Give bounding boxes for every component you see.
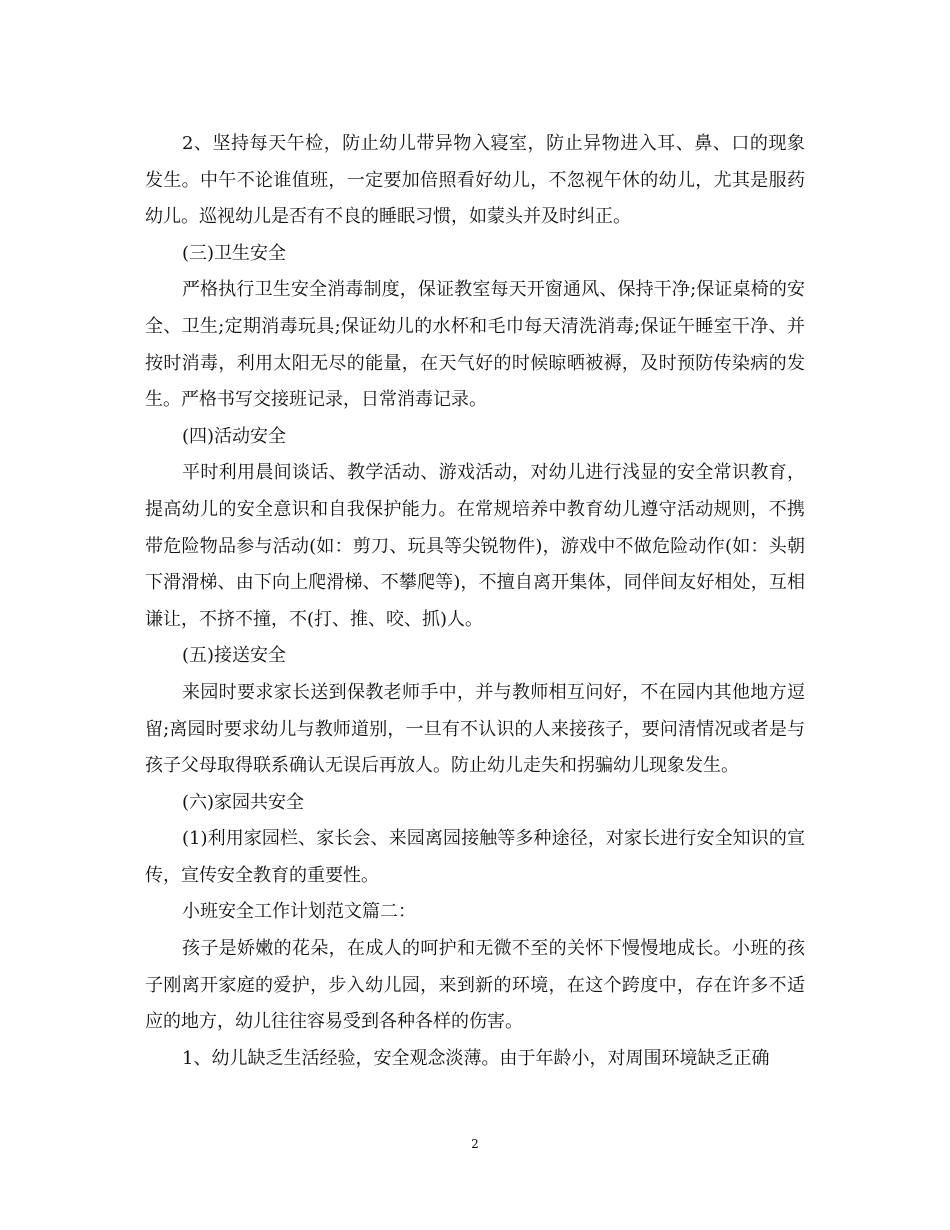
paragraph-hygiene-safety: 严格执行卫生安全消毒制度，保证教室每天开窗通风、保持干净;保证桌椅的安全、卫生;定期消毒玩具;保证幼儿的水杯和毛巾每天清洗消毒;保证午睡室干净、并按时消毒，利用太阳无尽的能量，在天气好的时候晾晒被褥，及时预防传染病的发生。严格书写交接班记录，日常消毒记录。: [145, 279, 805, 411]
page-number: 2: [471, 1137, 479, 1151]
heading-plan-part-two: 小班安全工作计划范文篇二：: [182, 901, 416, 923]
heading-home-school-safety: (六)家园共安全: [182, 791, 305, 813]
heading-activity-safety: (四)活动安全: [182, 425, 287, 447]
heading-pickup-safety: (五)接送安全: [182, 645, 287, 667]
paragraph-home-school-safety: (1)利用家园栏、家长会、来园离园接触等多种途径，对家长进行安全知识的宣传，宣传安全教育的重要性。: [145, 828, 805, 886]
paragraph-noon-check: 2、坚持每天午检，防止幼儿带异物入寝室，防止异物进入耳、鼻、口的现象发生。中午不论谁值班，一定要加倍照看好幼儿，不忽视午休的幼儿，尤其是服药幼儿。巡视幼儿是否有不良的睡眠习惯，如蒙头并及时纠正。: [145, 133, 805, 228]
heading-hygiene-safety: (三)卫生安全: [182, 242, 287, 264]
paragraph-pickup-safety: 来园时要求家长送到保教老师手中，并与教师相互问好，不在园内其他地方逗留;离园时要求幼儿与教师道别，一旦有不认识的人来接孩子，要问清情况或者是与孩子父母取得联系确认无误后再放人。防止幼儿走失和拐骗幼儿现象发生。: [145, 681, 805, 777]
document-body: [145, 126, 805, 1077]
paragraph-activity-safety: 平时利用晨间谈话、教学活动、游戏活动，对幼儿进行浅显的安全常识教育，提高幼儿的安全意识和自我保护能力。在常规培养中教育幼儿遵守活动规则，不携带危险物品参与活动(如：剪刀、玩具等尖锐物件)，游戏中不做危险动作(如：头朝下滑滑梯、由下向上爬滑梯、不攀爬等)，不擅自离开集体，同伴间友好相处，互相谦让，不挤不撞，不(打、推、咬、抓)人。: [145, 462, 805, 630]
paragraph-lack-experience: 1、幼儿缺乏生活经验，安全观念淡薄。由于年龄小，对周围环境缺乏正确: [182, 1047, 770, 1069]
paragraph-plan-intro: 孩子是娇嫩的花朵，在成人的呵护和无微不至的关怀下慢慢地成长。小班的孩子刚离开家庭的爱护，步入幼儿园，来到新的环境，在这个跨度中，存在许多不适应的地方，幼儿往往容易受到各种各样的伤害。: [145, 938, 805, 1033]
